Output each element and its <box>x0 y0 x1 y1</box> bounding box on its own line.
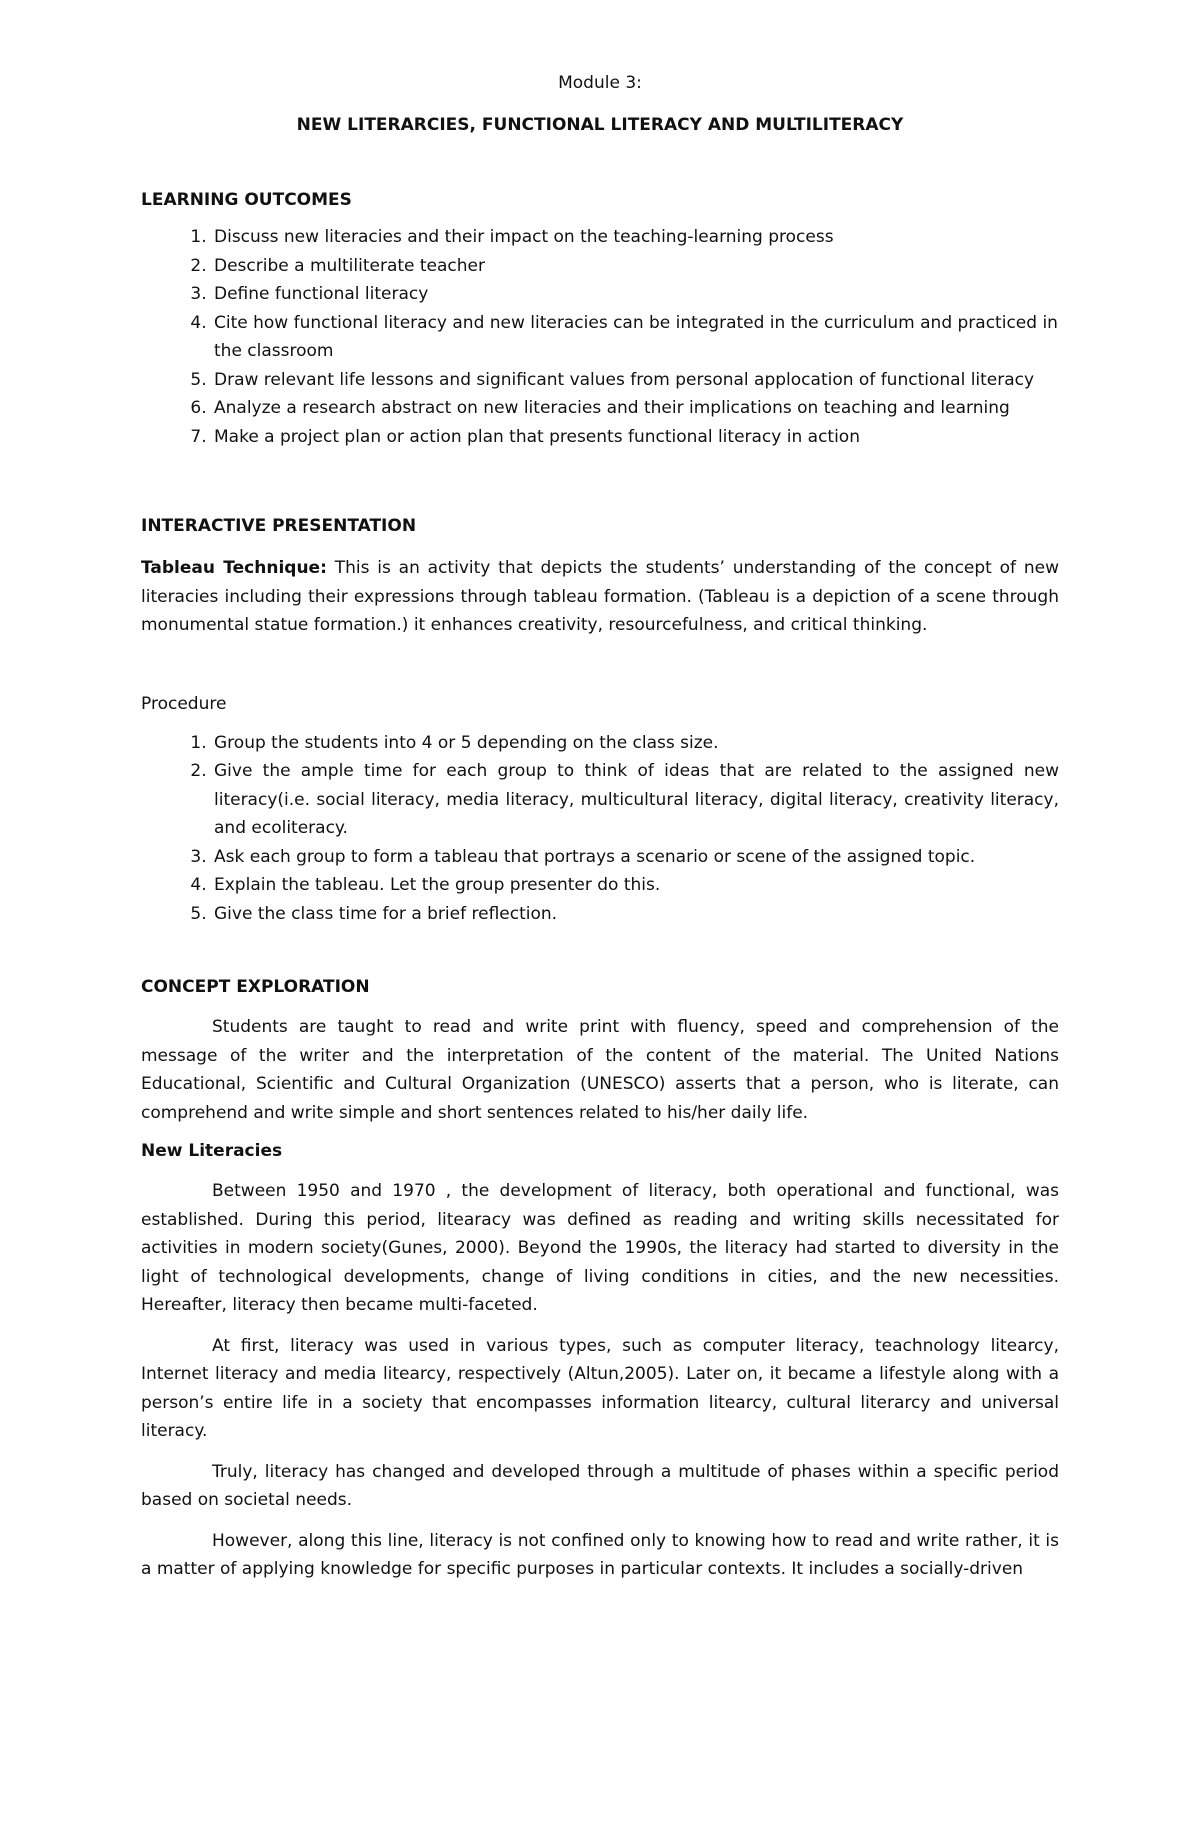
list-item: 3. Define functional literacy <box>212 280 1059 309</box>
list-item: 4. Explain the tableau. Let the group presenter do this. <box>212 871 1059 900</box>
list-item: 2. Give the ample time for each group to think of ideas that are related to the assigned new literacy(i.e. social literacy, media literacy, multicultural literacy, digital literacy, creativity literacy, and ecoliteracy. <box>212 757 1059 843</box>
list-item: 4. Cite how functional literacy and new literacies can be integrated in the curriculum and practiced in the classroom <box>212 309 1059 366</box>
list-item: 6. Analyze a research abstract on new literacies and their implications on teaching and learning <box>212 394 1059 423</box>
learning-outcomes-heading: LEARNING OUTCOMES <box>141 190 352 210</box>
concept-intro-paragraph: Students are taught to read and write print with fluency, speed and comprehension of the message of the writer and the interpretation of the content of the material. The United Nations Educational, Scientific and Cultural Organization (UNESCO) asserts that a person, who is literate, can comprehend and write simple and short sentences related to his/her daily life. <box>141 1017 1059 1123</box>
module-subtitle: NEW LITERARCIES, FUNCTIONAL LITERACY AND MULTILITERACY <box>296 115 904 135</box>
list-item: 2. Describe a multiliterate teacher <box>212 252 1059 281</box>
list-item: 5. Draw relevant life lessons and significant values from personal applocation of functional literacy <box>212 366 1059 395</box>
body-paragraph: However, along this line, literacy is not confined only to knowing how to read and write rather, it is a matter of applying knowledge for specific purposes in particular contexts. It includes a socially-driven <box>141 1530 1059 1579</box>
learning-outcomes-list <box>141 223 1059 451</box>
list-item: 3. Ask each group to form a tableau that portrays a scenario or scene of the assigned topic. <box>212 843 1059 872</box>
tableau-technique-text: This is an activity that depicts the students’ understanding of the concept of new literacies including their expressions through tableau formation. (Tableau is a depiction of a scene through monumental statue formation.) it enhances creativity, resourcefulness, and critical thinking. <box>141 558 1059 635</box>
tableau-technique-paragraph <box>141 554 1059 640</box>
new-literacies-heading: New Literacies <box>141 1141 283 1161</box>
page-content <box>141 70 1059 1584</box>
list-item: 1. Discuss new literacies and their impact on the teaching-learning process <box>212 223 1059 252</box>
procedure-list <box>141 729 1059 929</box>
list-item: 1. Group the students into 4 or 5 depending on the class size. <box>212 729 1059 758</box>
body-paragraph: Between 1950 and 1970 , the development of literacy, both operational and functional, was established. During this period, litearacy was defined as reading and writing skills necessitated for activities in modern society(Gunes, 2000). Beyond the 1990s, the literacy had started to diversity in the light of technological developments, change of living conditions in cities, and the new necessities. Hereafter, literacy then became multi-faceted. <box>141 1181 1059 1315</box>
concept-exploration-heading: CONCEPT EXPLORATION <box>141 977 370 997</box>
body-paragraph: Truly, literacy has changed and developed through a multitude of phases within a specific period based on societal needs. <box>141 1461 1059 1510</box>
body-paragraph: At first, literacy was used in various types, such as computer literacy, teachnology litearcy, Internet literacy and media litearcy, respectively (Altun,2005). Later on, it became a lifestyle along with a person’s entire life in a society that encompasses information litearcy, cultural literarcy and universal literacy. <box>141 1335 1059 1441</box>
module-title: Module 3: <box>558 73 642 93</box>
interactive-presentation-heading: INTERACTIVE PRESENTATION <box>141 516 417 536</box>
tableau-technique-label: Tableau Technique: <box>141 558 327 578</box>
list-item: 7. Make a project plan or action plan that presents functional literacy in action <box>212 423 1059 452</box>
procedure-heading: Procedure <box>141 693 227 714</box>
list-item: 5. Give the class time for a brief reflection. <box>212 900 1059 929</box>
